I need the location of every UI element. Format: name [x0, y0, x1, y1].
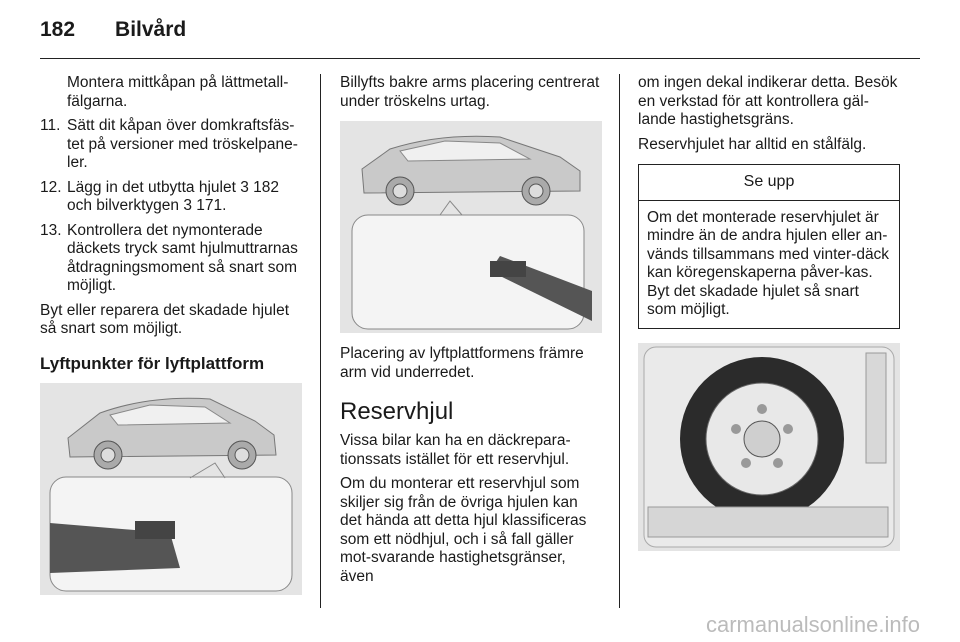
caution-box — [638, 164, 900, 329]
step-text: Kontrollera det nymonterade däckets tryck samt hjulmuttrarnas åtdragningsmoment så snart som möjligt. — [67, 221, 298, 294]
page-reference-link[interactable]: 3 182 — [240, 178, 280, 196]
column-3 — [638, 74, 900, 551]
step-text: Sätt dit kåpan över domkraftsfäs-tet på versioner med tröskelpane-ler. — [67, 117, 298, 171]
page-title: Bilvård — [115, 18, 187, 41]
header-divider — [40, 58, 920, 59]
page-number: 182 — [40, 18, 76, 41]
step-number: 11. — [40, 117, 61, 134]
column-divider-2 — [619, 74, 620, 608]
repair-kit-text: Vissa bilar kan ha en däckrepara-tionssats istället för ett reservhjul. — [340, 432, 571, 468]
page-header — [40, 18, 186, 42]
continuation-text: om ingen dekal indikerar detta. Besök en verkstad för att kontrollera gäl-lande hastighetsgräns. — [638, 74, 898, 128]
front-lift-point-illustration — [40, 383, 302, 595]
caution-title: Se upp — [639, 165, 899, 201]
rear-lift-point-illustration — [340, 121, 602, 333]
car-lift-rear-svg — [340, 121, 602, 333]
steel-rim-text: Reservhjulet har alltid en stålfälg. — [638, 135, 867, 153]
column-2 — [340, 74, 602, 592]
car-lift-front-svg — [40, 383, 302, 595]
step-number: 13. — [40, 221, 62, 239]
spare-wheel-illustration — [638, 343, 900, 551]
step-text: och bilverktygen — [67, 197, 180, 214]
footer-watermark: carmanualsonline.info — [705, 612, 920, 637]
step-11 — [40, 117, 302, 173]
front-arm-text: Placering av lyftplattformens främre arm vid underredet. — [340, 345, 584, 381]
column-1 — [40, 74, 302, 595]
step-text-container — [67, 179, 302, 216]
step-text: Lägg in det utbytta hjulet — [67, 178, 236, 196]
column-divider-1 — [320, 74, 321, 608]
spare-mounting-text: Om du monterar ett reservhjul som skiljer sig från de övriga hjulen kan det hända att detta hjul klassificeras som ett nödhjul, och i så fall gäller mot-svarande hastighetsgränser, även — [340, 475, 587, 585]
caution-text: Om det monterade reservhjulet är mindre än de andra hjulen eller an-vänds tillsammans med vinter-däck kan köregenskaperna påver-kas. Byt det skadade hjulet så snart som möjligt. — [647, 208, 890, 318]
rear-arm-text: Billyfts bakre arms placering centrerat under tröskelns urtag. — [340, 74, 600, 110]
spare-wheel-heading: Reservhjul — [340, 398, 454, 425]
repair-paragraph: Byt eller reparera det skadade hjulet så snart som möjligt. — [40, 301, 290, 337]
intro-text: Montera mittkåpan på lättmetall-fälgarna. — [67, 74, 289, 110]
step-13 — [40, 222, 302, 296]
page-reference-link[interactable]: 3 171. — [183, 197, 227, 214]
step-number: 12. — [40, 178, 62, 196]
spare-wheel-svg — [638, 343, 900, 551]
lift-points-heading: Lyftpunkter för lyftplattform — [40, 353, 265, 373]
step-12 — [40, 179, 302, 216]
